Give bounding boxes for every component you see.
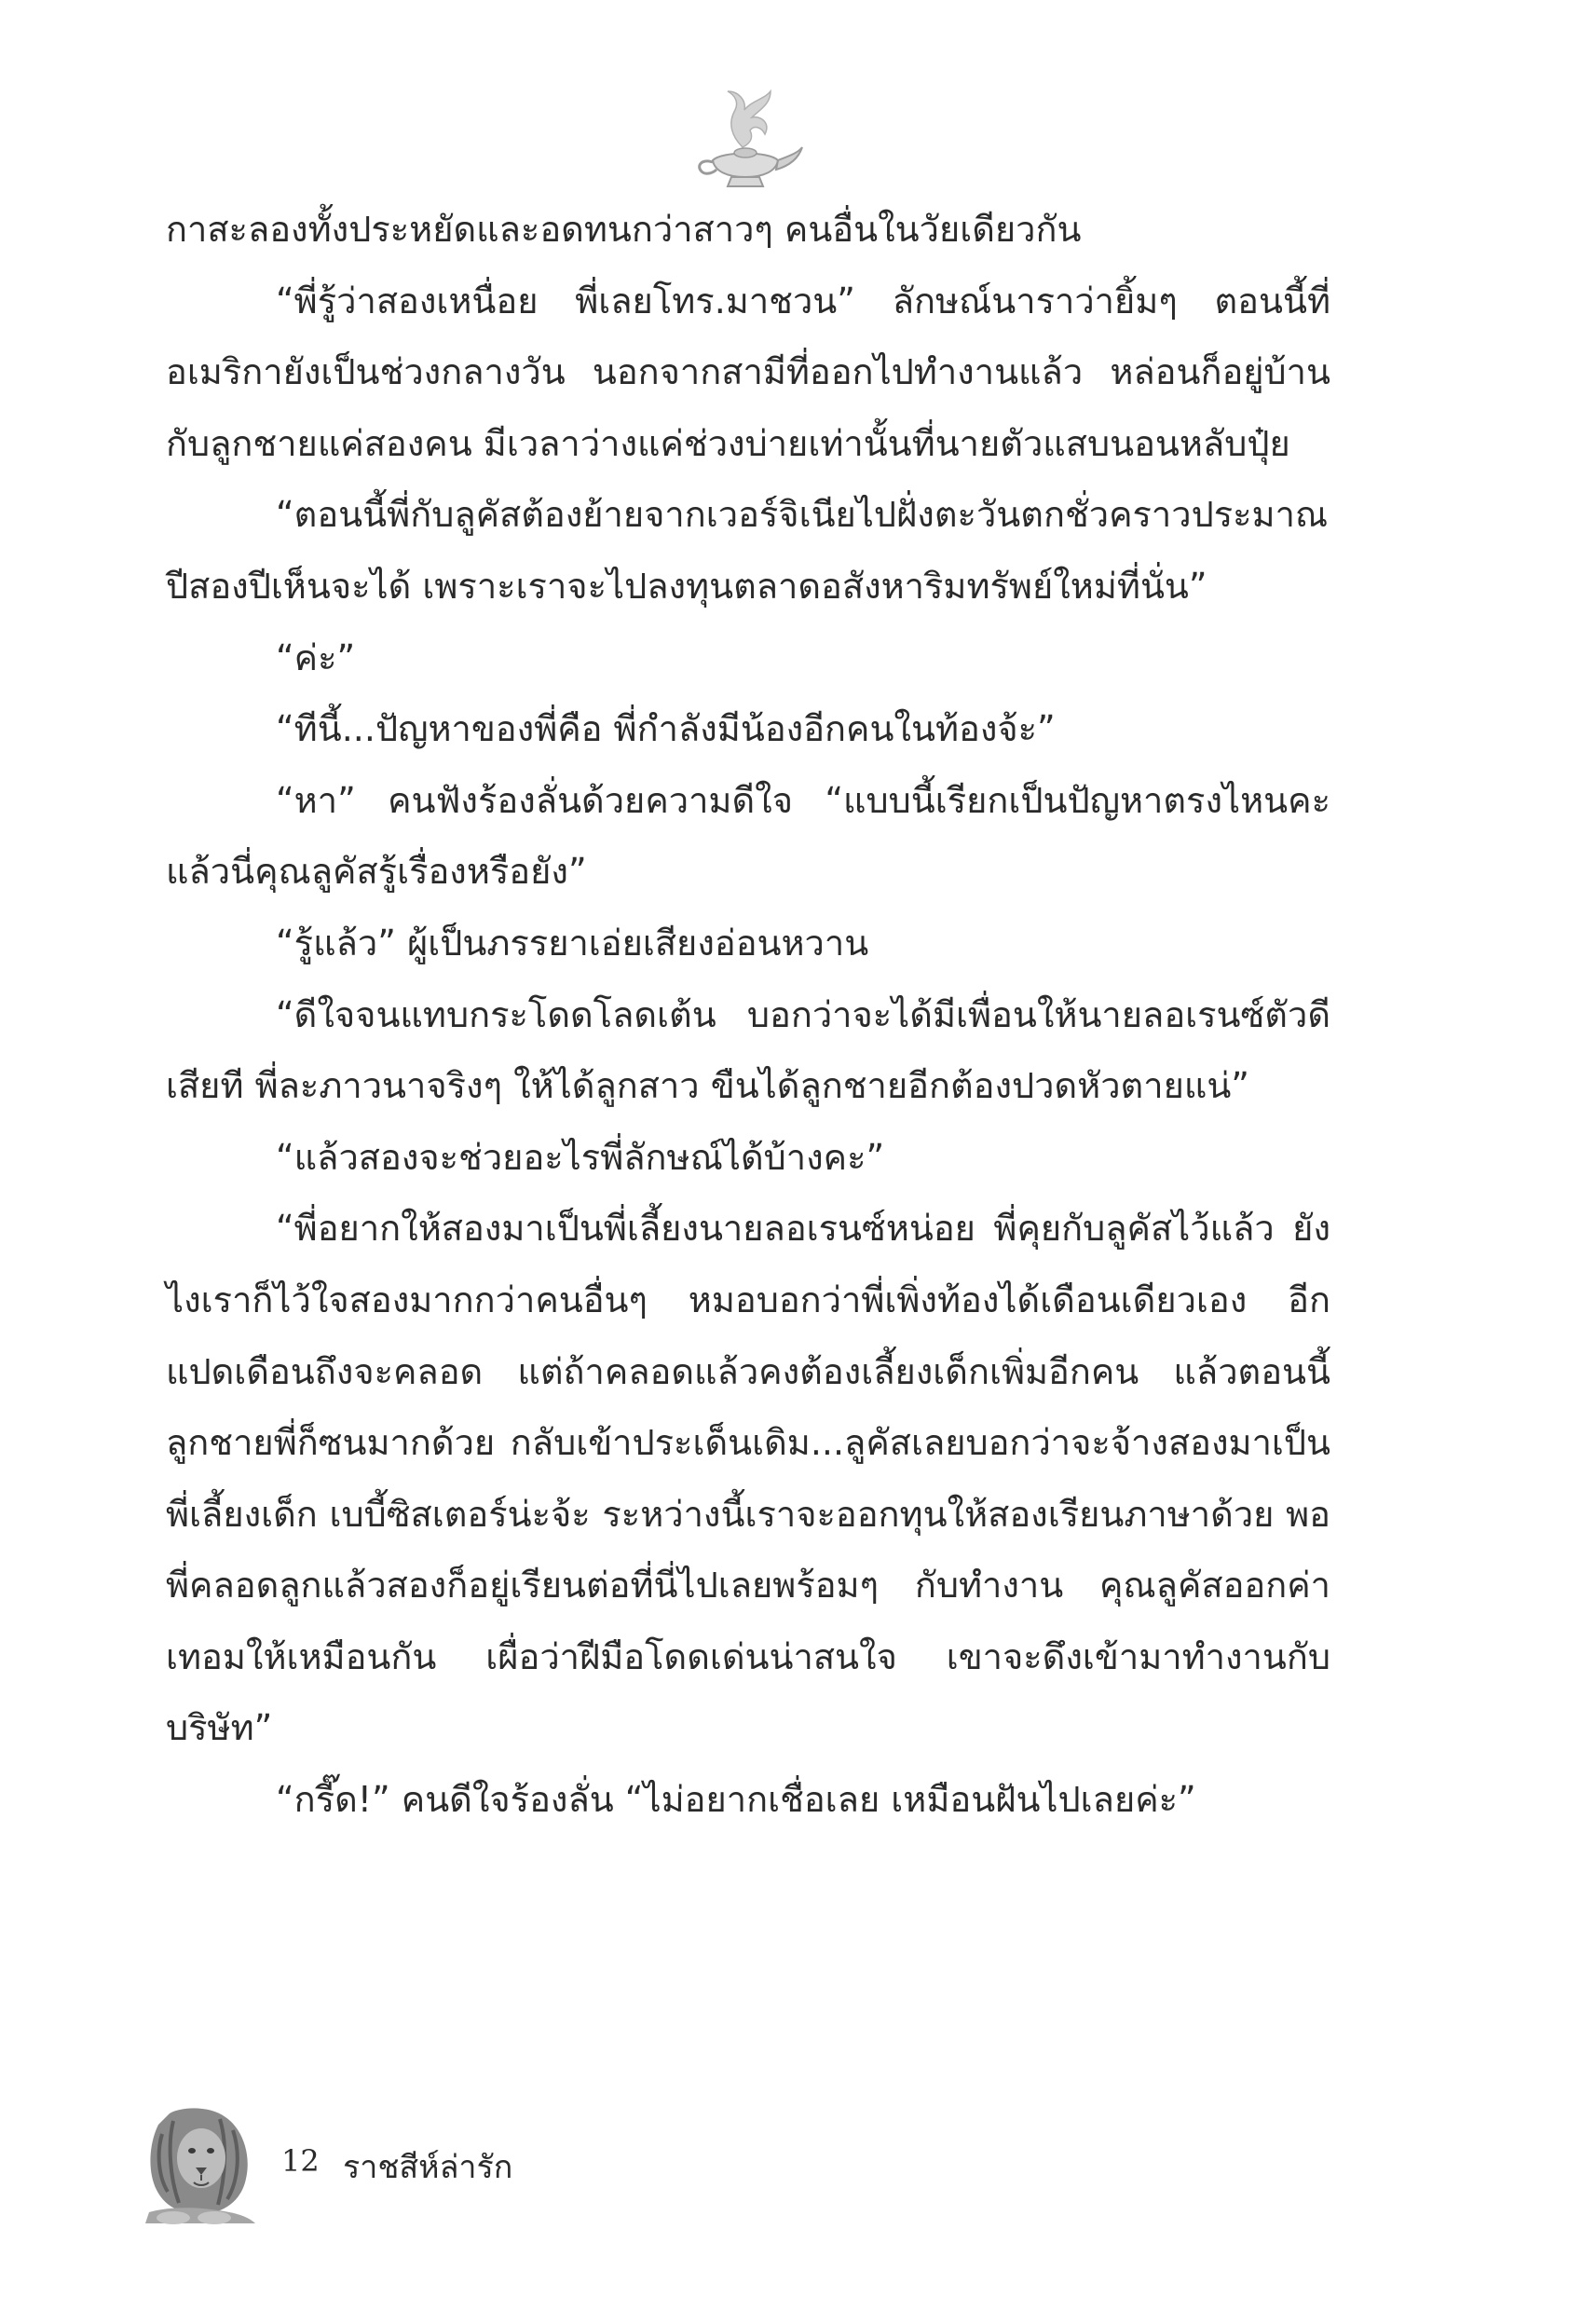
paragraph-7: “รู้แล้ว” ผู้เป็นภรรยาเอ่ยเสียงอ่อนหวาน (276, 922, 869, 964)
paragraph-1: กาสะลองทั้งประหยัดและอดทนกว่าสาวๆ คนอื่นในวัยเดียวกัน (166, 209, 1082, 250)
story-text (166, 194, 1330, 1836)
paragraph-8: “ดีใจจนแทบกระโดดโลดเต้น บอกว่าจะได้มีเพื่อนให้นายลอเรนซ์ตัวดีเสียที พี่ละภาวนาจริงๆ ให้ได้ลูกสาว ขืนได้ลูกชายอีกต้องปวดหัวตายแน่” (166, 993, 1330, 1107)
paragraph-10: “พี่อยากให้สองมาเป็นพี่เลี้ยงนายลอเรนซ์หน่อย พี่คุยกับลูคัสไว้แล้ว ยังไงเราก็ไว้ใจสองมากกว่าคนอื่นๆ หมอบอกว่าพี่เพิ่งท้องได้เดือนเดียวเอง อีกแปดเดือนถึงจะคลอด แต่ถ้าคลอดแล้วคงต้องเลี้ยงเด็กเพิ่มอีกคน แล้วตอนนี้ลูกชายพี่ก็ซนมากด้วย กลับเข้าประเด็นเดิม...ลูคัสเลยบอกว่าจะจ้างสองมาเป็นพี่เลี้ยงเด็ก เบบี้ซิสเตอร์น่ะจ้ะ ระหว่างนี้เราจะออกทุนให้สองเรียนภาษาด้วย พอพี่คลอดลูกแล้วสองก็อยู่เรียนต่อที่นี่ไปเลยพร้อมๆ กับทำงาน คุณลูคัสออกค่าเทอมให้เหมือนกัน เผื่อว่าฝีมือโดดเด่นน่าสนใจ เขาจะดึงเข้ามาทำงานกับบริษัท” (166, 1208, 1330, 1749)
paragraph-2: “พี่รู้ว่าสองเหนื่อย พี่เลยโทร.มาชวน” ลักษณ์นาราว่ายิ้มๆ ตอนนี้ที่อเมริกายังเป็นช่วงกลางวัน นอกจากสามีที่ออกไปทำงานแล้ว หล่อนก็อยู่บ้านกับลูกชายแค่สองคน มีเวลาว่างแค่ช่วงบ่ายเท่านั้นที่นายตัวแสบนอนหลับปุ๋ย (166, 280, 1330, 464)
paragraph-5: “ทีนี้...ปัญหาของพี่คือ พี่กำลังมีน้องอีกคนในท้องจ้ะ” (276, 708, 1056, 750)
paragraph-3: “ตอนนี้พี่กับลูคัสต้องย้ายจากเวอร์จิเนียไปฝั่งตะวันตกชั่วคราวประมาณปีสองปีเห็นจะได้ เพราะเราจะไปลงทุนตลาดอสังหาริมทรัพย์ใหม่ที่นั่น” (166, 494, 1329, 607)
page-footer (130, 2087, 783, 2227)
book-title: ราชสีห์ล่ารัก (343, 2149, 513, 2186)
lion-icon (140, 2087, 261, 2227)
paragraph-11: “กรี๊ด!” คนดีใจร้องลั่น “ไม่อยากเชื่อเลย เหมือนฝันไปเลยค่ะ” (276, 1779, 1196, 1821)
magic-lamp-icon (685, 82, 806, 194)
paragraph-9: “แล้วสองจะช่วยอะไรพี่ลักษณ์ได้บ้างคะ” (276, 1136, 885, 1178)
paragraph-4: “ค่ะ” (276, 636, 356, 678)
page-number: 12 (281, 2143, 320, 2179)
paragraph-6: “หา” คนฟังร้องลั่นด้วยความดีใจ “แบบนี้เรียกเป็นปัญหาตรงไหนคะ แล้วนี่คุณลูคัสรู้เรื่องหรือยัง” (166, 779, 1330, 893)
